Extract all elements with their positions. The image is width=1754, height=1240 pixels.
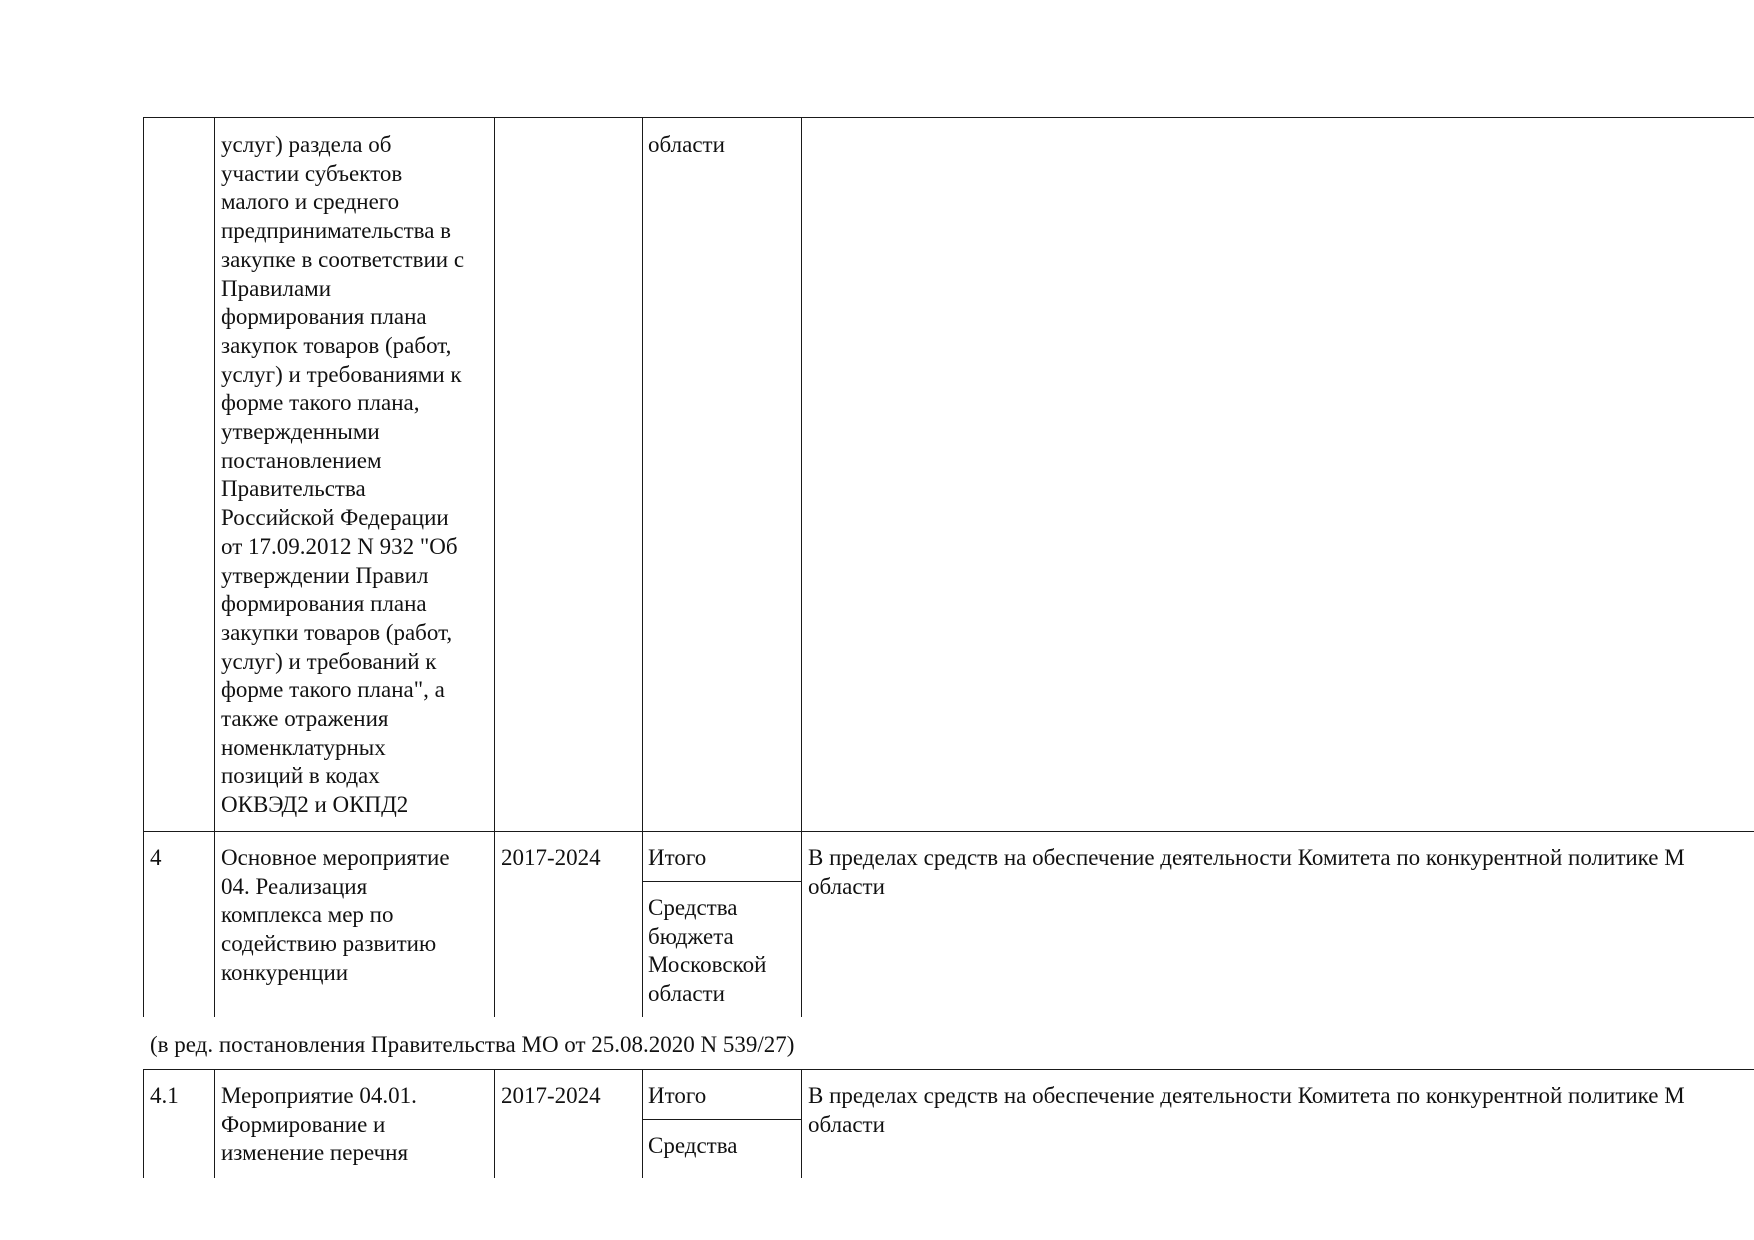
row-4-source-divider <box>642 881 802 882</box>
row-4-1-number: 4.1 <box>150 1083 179 1108</box>
amendment-note: (в ред. постановления Правительства МО от 25.08.2020 N 539/27) <box>150 1032 795 1057</box>
row-4-1-financing: В пределах средств на обеспечение деятельности Комитета по конкурентной политике М области <box>808 1083 1685 1137</box>
row-4-1-source-total: Итого <box>648 1083 707 1108</box>
col-left-border <box>143 117 144 1017</box>
row-4-1-period: 2017-2024 <box>501 1083 601 1108</box>
col-name-left-border <box>214 117 215 1017</box>
continued-name-cell: услуг) раздела об участии субъектов малого и среднего предпринимательства в закупке в соответствии с Правилами формирования плана закупок товаров (работ, услуг) и требованиями к форме такого плана, утвержденными постановлением Правительства Российской Федерации от 17.09.2012 N 932 "Об утверждении Правил формирования плана закупки товаров (работ, услуг) и требований к форме такого плана", а также отражения номенклатурных позиций в кодах ОКВЭД2 и ОКПД2 <box>221 132 465 818</box>
col-name-left-border-lower <box>214 1069 215 1178</box>
row-4-period: 2017-2024 <box>501 845 601 870</box>
row-4-1-name: Мероприятие 04.01. Формирование и изменение перечня <box>221 1083 417 1166</box>
col-period-left-border-lower <box>494 1069 495 1178</box>
row-4-source-budget: Средства бюджета Московской области <box>648 895 767 1007</box>
col-source-left-border <box>642 117 643 1017</box>
col-left-border-lower <box>143 1069 144 1178</box>
row-4-number: 4 <box>150 845 162 870</box>
row-4-source-total: Итого <box>648 845 707 870</box>
row-4-top-border <box>143 831 1754 832</box>
row-4-1-source-budget: Средства <box>648 1133 738 1158</box>
continued-source-cell: области <box>648 132 725 157</box>
col-period-left-border <box>494 117 495 1017</box>
col-financing-left-border-lower <box>801 1069 802 1178</box>
row-4-name: Основное мероприятие 04. Реализация комплекса мер по содействию развитию конкуренции <box>221 845 450 985</box>
row-4-financing: В пределах средств на обеспечение деятельности Комитета по конкурентной политике М области <box>808 845 1685 899</box>
row-4-1-source-divider <box>642 1119 802 1120</box>
col-source-left-border-lower <box>642 1069 643 1178</box>
note-bottom-border <box>143 1069 1754 1070</box>
table-top-border <box>143 117 1754 118</box>
col-financing-left-border <box>801 117 802 1017</box>
